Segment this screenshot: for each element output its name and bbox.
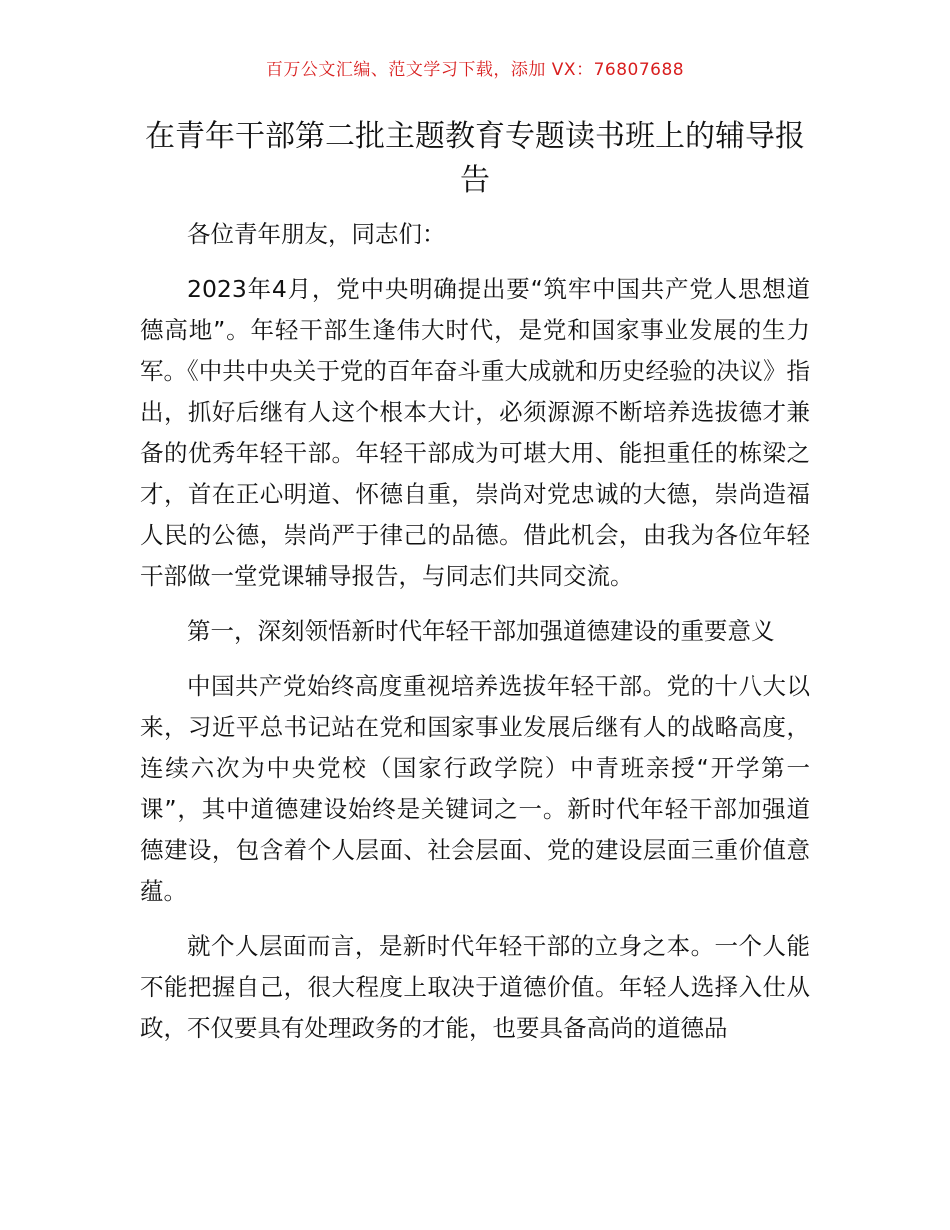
intro-paragraph: 2023年4月，党中央明确提出要“筑牢中国共产党人思想道德高地”。年轻干部生逢伟大时代，是党和国家事业发展的生力军。《中共中央关于党的百年奋斗重大成就和历史经验的决议》指出，抓好后继有人这个根本大计，必须源源不断培养选拔德才兼备的优秀年轻干部。年轻干部成为可堪大用、能担重任的栋梁之才，首在正心明道、怀德自重，崇尚对党忠诚的大德，崇尚造福人民的公德，崇尚严于律己的品德。借此机会，由我为各位年轻干部做一堂党课辅导报告，与同志们共同交流。	[140, 275, 810, 590]
document-body	[140, 214, 810, 1063]
body-paragraph: 就个人层面而言，是新时代年轻干部的立身之本。一个人能不能把握自己，很大程度上取决于道德价值。年轻人选择入仕从政，不仅要具有处理政务的才能，也要具备高尚的道德品	[140, 932, 810, 1042]
document-title: 在青年干部第二批主题教育专题读书班上的辅导报告	[145, 119, 805, 198]
section-heading-1: 第一，深刻领悟新时代年轻干部加强道德建设的重要意义	[187, 617, 775, 645]
header-watermark-note: 百万公文汇编、范文学习下载，添加 VX：76807688	[265, 60, 685, 80]
body-paragraph: 中国共产党始终高度重视培养选拔年轻干部。党的十八大以来，习近平总书记站在党和国家事业发展后继有人的战略高度，连续六次为中央党校（国家行政学院）中青班亲授“开学第一课”，其中道德建设始终是关键词之一。新时代年轻干部加强道德建设，包含着个人层面、社会层面、党的建设层面三重价值意蕴。	[140, 672, 810, 905]
greeting-paragraph: 各位青年朋友，同志们：	[187, 220, 446, 248]
